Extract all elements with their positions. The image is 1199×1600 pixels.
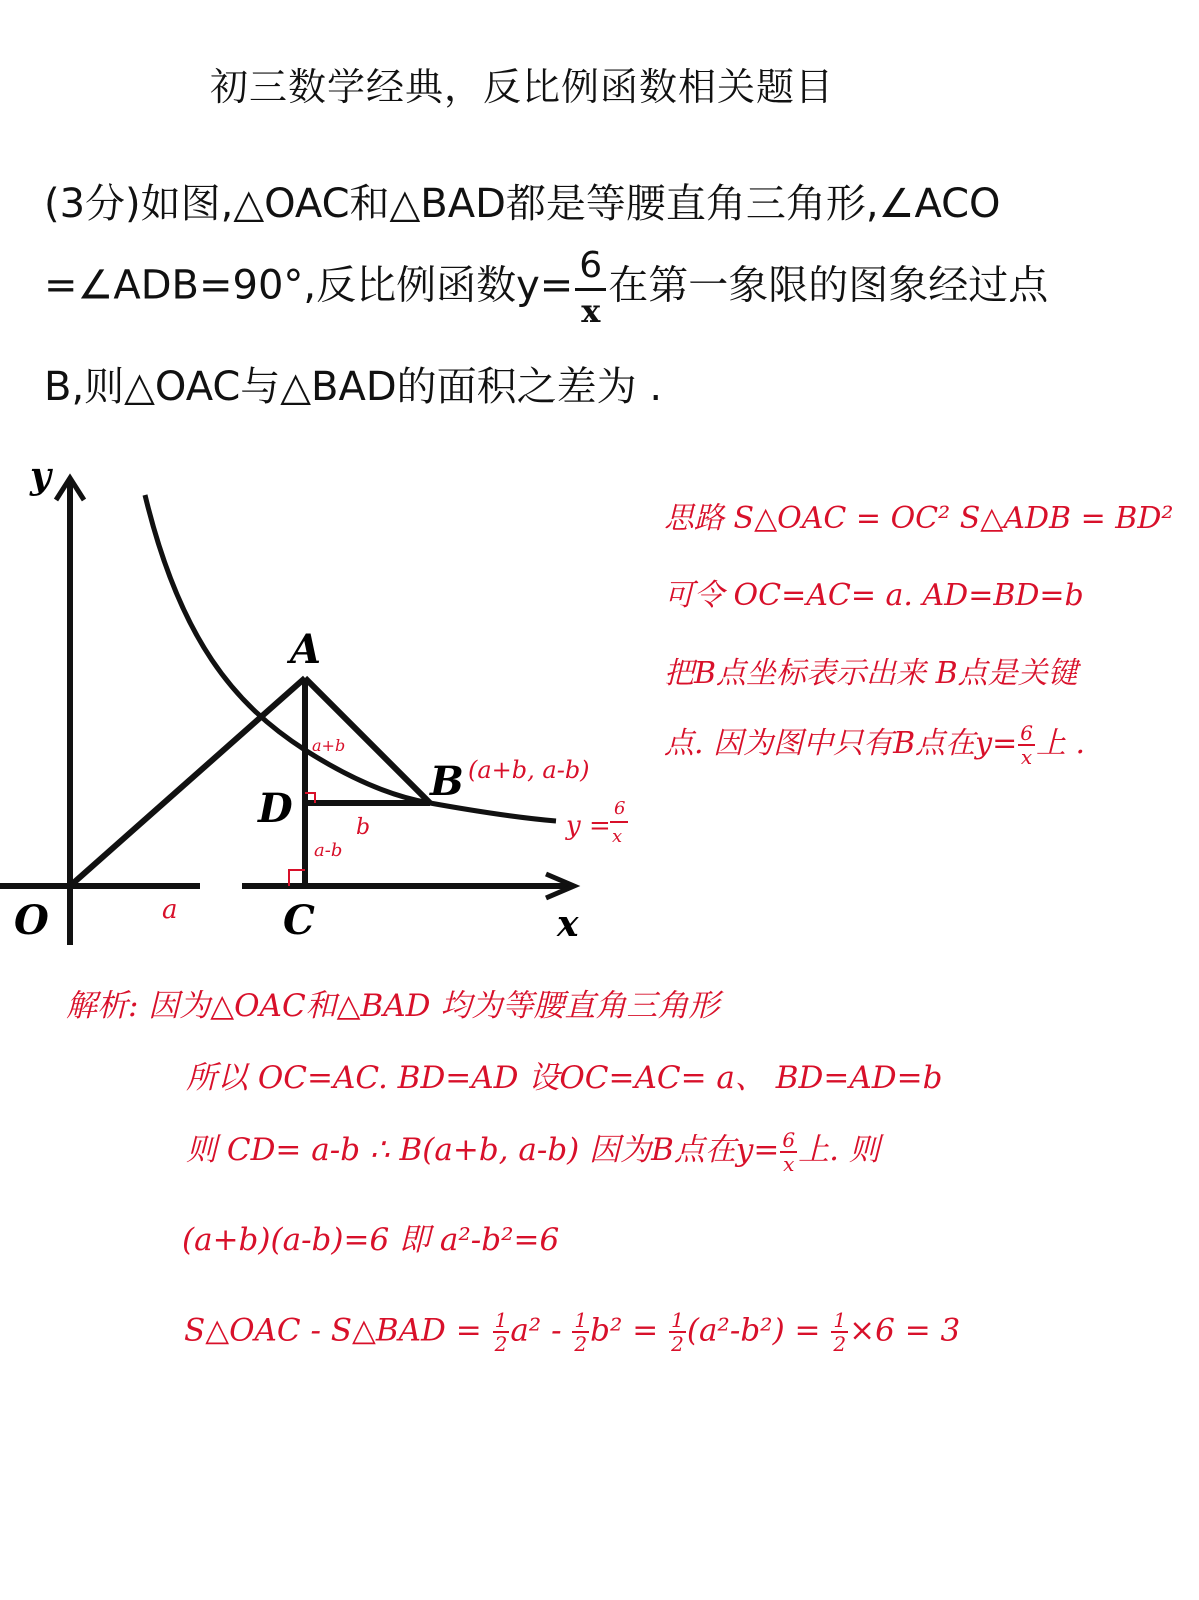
solution-line-2: 所以 OC=AC. BD=AD 设OC=AC= a、 BD=AD=b bbox=[186, 1060, 943, 1096]
note-line-4 bbox=[664, 718, 1085, 767]
term-b-squared: b² = bbox=[590, 1312, 659, 1349]
point-B-label: B bbox=[430, 758, 464, 805]
solution-line-5 bbox=[184, 1310, 960, 1354]
segment-OA bbox=[70, 678, 305, 886]
point-C-label: C bbox=[283, 897, 315, 944]
problem-line-2-end: 在第一象限的图象经过点 bbox=[608, 262, 1049, 309]
solution-fraction-num: 6 bbox=[782, 1127, 796, 1152]
y-axis-label: y bbox=[30, 455, 51, 497]
fraction-numerator: 6 bbox=[575, 248, 606, 291]
note-line-1: 思路 S△OAC = OC² S△ADB = BD² bbox=[664, 501, 1174, 536]
half-den: 2 bbox=[494, 1332, 508, 1356]
half-num: 1 bbox=[671, 1308, 684, 1332]
page-title: 初三数学经典，反比例函数相关题目 bbox=[210, 65, 835, 109]
label-B-coordinates: (a+b, a-b) bbox=[468, 756, 590, 784]
term-a-squared: a² - bbox=[510, 1312, 562, 1349]
note-line-2: 可令 OC=AC= a. AD=BD=b bbox=[664, 578, 1084, 613]
half-num: 1 bbox=[833, 1308, 847, 1332]
problem-line-2-start: =∠ADB=90°,反比例函数y= bbox=[44, 262, 574, 309]
solution-line-3-start: 则 CD= a-b ∴ B(a+b, a-b) 因为B点在y= bbox=[186, 1132, 780, 1168]
half-den: 2 bbox=[833, 1332, 847, 1356]
half-den: 2 bbox=[671, 1332, 684, 1356]
solution-line-1: 解析: 因为△OAC和△BAD 均为等腰直角三角形 bbox=[66, 988, 720, 1024]
note-line-3: 把B点坐标表示出来 B点是关键 bbox=[664, 656, 1078, 691]
problem-line-3: B,则△OAC与△BAD的面积之差为 . bbox=[44, 364, 663, 410]
half-fraction-4 bbox=[831, 1310, 848, 1354]
solution-line-3-end: 上. 则 bbox=[798, 1132, 880, 1168]
problem-line-1: (3分)如图,△OAC和△BAD都是等腰直角三角形,∠ACO bbox=[44, 181, 1001, 227]
note-fraction-den: x bbox=[1020, 745, 1033, 769]
point-D-label: D bbox=[258, 785, 293, 832]
curve-label-den: x bbox=[612, 826, 623, 847]
note-line-4-start: 点. 因为图中只有B点在y= bbox=[664, 726, 1018, 761]
half-fraction-2 bbox=[572, 1310, 589, 1354]
label-a: a bbox=[162, 895, 178, 925]
solution-line-3 bbox=[186, 1124, 880, 1174]
term-difference: (a²-b²) = bbox=[686, 1312, 821, 1349]
note-fraction-num: 6 bbox=[1020, 721, 1033, 745]
solution-line-4: (a+b)(a-b)=6 即 a²-b²=6 bbox=[182, 1222, 560, 1258]
note-fraction bbox=[1018, 723, 1035, 767]
x-axis-label: x bbox=[557, 903, 579, 945]
curve-label: y = bbox=[566, 811, 611, 841]
final-result: ×6 = 3 bbox=[849, 1312, 961, 1349]
label-b: b bbox=[356, 815, 371, 840]
label-a-minus-b: a-b bbox=[314, 840, 343, 861]
note-line-4-end: 上 . bbox=[1035, 726, 1086, 761]
half-fraction-1 bbox=[493, 1310, 510, 1354]
point-O-label: O bbox=[14, 897, 49, 944]
half-fraction-3 bbox=[669, 1310, 686, 1354]
half-num: 1 bbox=[574, 1308, 588, 1332]
curve-label-num: 6 bbox=[614, 798, 626, 819]
point-A-label: A bbox=[290, 626, 322, 673]
half-den: 2 bbox=[574, 1332, 588, 1356]
solution-fraction bbox=[780, 1127, 797, 1176]
label-a-plus-b: a+b bbox=[312, 736, 346, 755]
half-num: 1 bbox=[494, 1308, 508, 1332]
fraction-denominator: x bbox=[581, 292, 601, 330]
solution-fraction-den: x bbox=[783, 1151, 795, 1176]
area-difference-lhs: S△OAC - S△BAD = bbox=[184, 1312, 482, 1349]
